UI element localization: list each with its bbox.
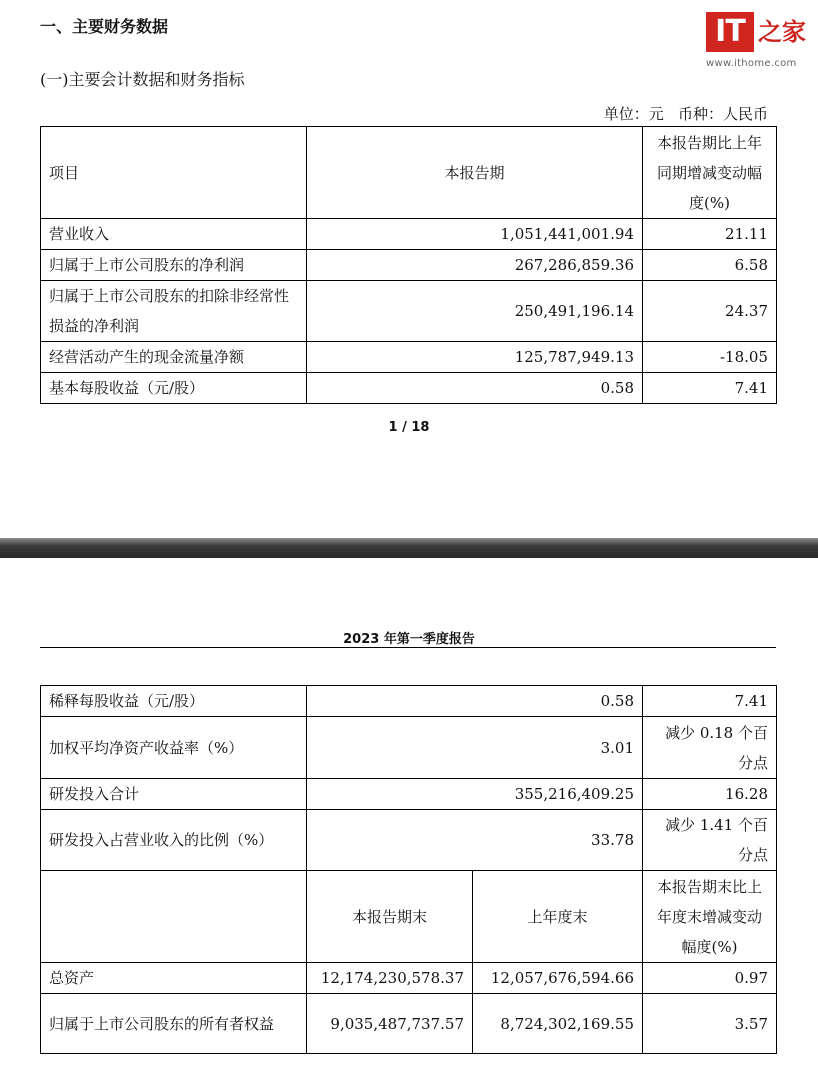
- page-divider: [0, 538, 818, 558]
- row-label: 研发投入合计: [41, 779, 307, 810]
- ithome-logo: [706, 12, 806, 74]
- row-label: 归属于上市公司股东的净利润: [41, 250, 307, 281]
- row-current: 9,035,487,737.57: [307, 994, 473, 1054]
- subsection-title: (一)主要会计数据和财务指标: [40, 70, 245, 89]
- table-row: [41, 342, 777, 373]
- row-label: 归属于上市公司股东的扣除非经常性损益的净利润: [41, 281, 307, 342]
- table-row: [41, 686, 777, 717]
- row-label: 稀释每股收益（元/股）: [41, 686, 307, 717]
- table-row: [41, 250, 777, 281]
- row-change: 7.41: [643, 373, 777, 404]
- logo-url: www.ithome.com: [706, 58, 797, 69]
- header-change: 本报告期比上年同期增减变动幅度(%): [643, 127, 777, 219]
- row-value: 355,216,409.25: [307, 779, 643, 810]
- row-value: 267,286,859.36: [307, 250, 643, 281]
- row-change: 21.11: [643, 219, 777, 250]
- row-label: 基本每股收益（元/股）: [41, 373, 307, 404]
- table-row: [41, 994, 777, 1054]
- row-label: 经营活动产生的现金流量净额: [41, 342, 307, 373]
- row-change: 减少 1.41 个百分点: [643, 810, 777, 871]
- balance-header-change: 本报告期末比上年度末增减变动幅度(%): [643, 871, 777, 963]
- row-prior: 12,057,676,594.66: [473, 963, 643, 994]
- row-change: 16.28: [643, 779, 777, 810]
- row-label: 加权平均净资产收益率（%）: [41, 717, 307, 779]
- section-title: 一、主要财务数据: [40, 17, 169, 36]
- table-header-row: [41, 127, 777, 219]
- row-prior: 8,724,302,169.55: [473, 994, 643, 1054]
- balance-header-current: 本报告期末: [307, 871, 473, 963]
- row-change: -18.05: [643, 342, 777, 373]
- row-value: 3.01: [307, 717, 643, 779]
- row-value: 0.58: [307, 373, 643, 404]
- row-change: 减少 0.18 个百分点: [643, 717, 777, 779]
- table-row: [41, 717, 777, 779]
- page-number: 1 / 18: [388, 420, 430, 435]
- header-item: 项目: [41, 127, 307, 219]
- table-row: [41, 219, 777, 250]
- table-row: [41, 963, 777, 994]
- row-current: 12,174,230,578.37: [307, 963, 473, 994]
- row-change: 0.97: [643, 963, 777, 994]
- balance-header-item: [41, 871, 307, 963]
- row-value: 1,051,441,001.94: [307, 219, 643, 250]
- row-change: 24.37: [643, 281, 777, 342]
- financial-table-1: [40, 126, 777, 404]
- financial-table-2: [40, 685, 777, 1054]
- table-row: [41, 373, 777, 404]
- row-label: 归属于上市公司股东的所有者权益: [41, 994, 307, 1054]
- header-rule: [40, 647, 776, 648]
- row-label: 营业收入: [41, 219, 307, 250]
- row-value: 0.58: [307, 686, 643, 717]
- row-value: 250,491,196.14: [307, 281, 643, 342]
- logo-mark: IT: [706, 12, 754, 52]
- row-change: 7.41: [643, 686, 777, 717]
- table-row: [41, 779, 777, 810]
- row-value: 125,787,949.13: [307, 342, 643, 373]
- row-change: 3.57: [643, 994, 777, 1054]
- table-row: [41, 281, 777, 342]
- row-label: 研发投入占营业收入的比例（%）: [41, 810, 307, 871]
- unit-note: 单位：元 币种：人民币: [603, 105, 768, 123]
- row-value: 33.78: [307, 810, 643, 871]
- report-title: 2023 年第一季度报告: [343, 632, 475, 647]
- balance-header-row: [41, 871, 777, 963]
- logo-cn-text: 之家: [758, 17, 806, 46]
- balance-header-prior: 上年度末: [473, 871, 643, 963]
- row-label: 总资产: [41, 963, 307, 994]
- table-row: [41, 810, 777, 871]
- header-current-period: 本报告期: [307, 127, 643, 219]
- row-change: 6.58: [643, 250, 777, 281]
